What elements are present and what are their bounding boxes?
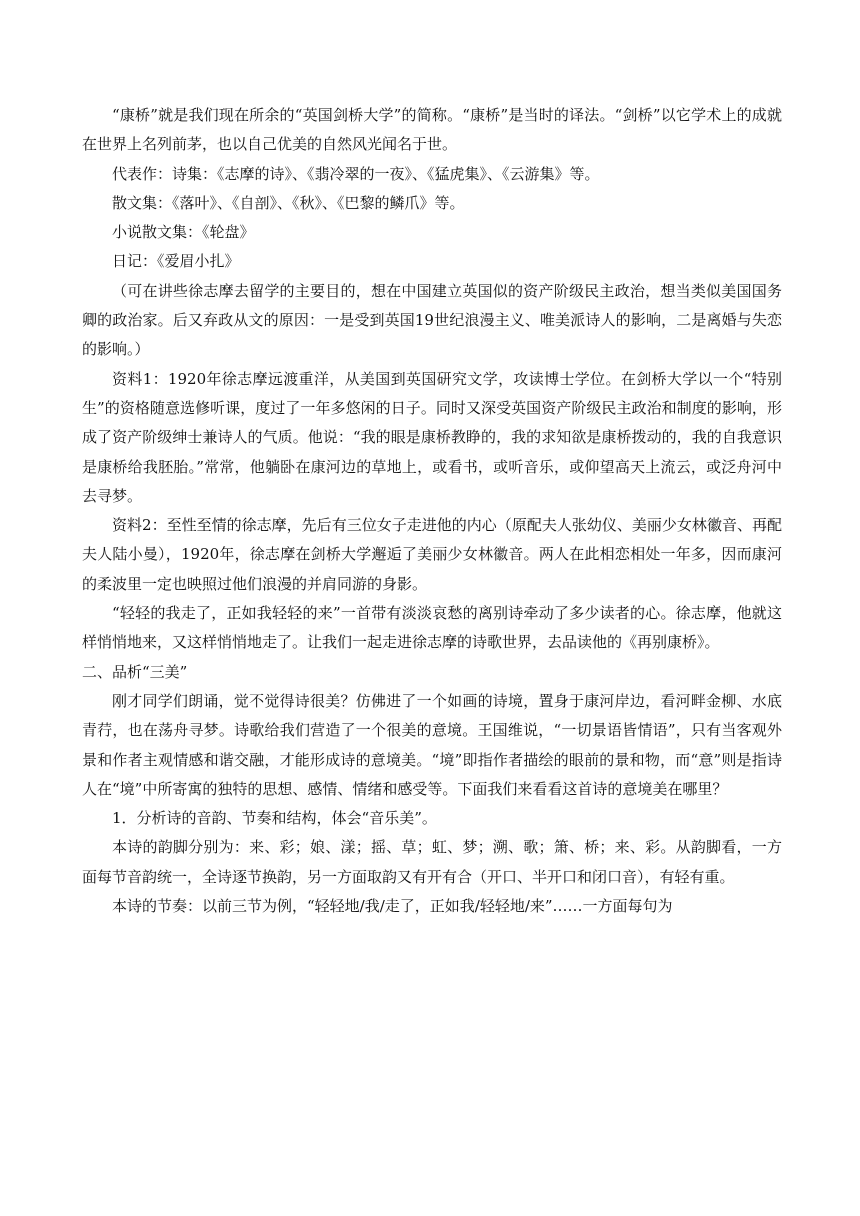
paragraph-artistic-conception: 刚才同学们朗诵，觉不觉得诗很美？仿佛进了一个如画的诗境，置身于康河岸边，看河畔金柳、水底青荇，也在荡舟寻梦。诗歌给我们营造了一个很美的意境。王国维说，“一切景语皆情语”，只有当客观外景和作者主观情感和谐交融，才能形成诗的意境美。“境”即指作者描绘的眼前的景和物，而“意”则是指诗人在“境”中所寄寓的独特的思想、感情、情绪和感受等。下面我们来看看这首诗的意境美在哪里？ [82,691,782,798]
paragraph-novel-essay-collection: 小说散文集：《轮盘》 [112,223,255,242]
paragraph-rhyme-analysis: 本诗的韵脚分别为：来、彩；娘、漾；摇、草；虹、梦；溯、歌；箫、桥；来、彩。从韵脚看，一方面每节音韵统一，全诗逐节换韵，另一方面取韵又有开有合（开口、半开口和闭口音），有轻有重。 [82,838,782,886]
document-page [82,101,782,921]
paragraph-diary: 日记：《爱眉小扎》 [112,252,240,271]
paragraph-material-2: 资料2：至性至情的徐志摩，先后有三位女子走进他的内心（原配夫人张幼仪、美丽少女林徽音、再配夫人陆小曼），1920年，徐志摩在剑桥大学邂逅了美丽少女林徽音。两人在此相恋相处一年多，因而康河的柔波里一定也映照过他们浪漫的并肩同游的身影。 [82,516,782,593]
paragraph-material-1: 资料1：1920年徐志摩远渡重洋，从美国到英国研究文学，攻读博士学位。在剑桥大学以一个“特别生”的资格随意选修听课，度过了一年多悠闲的日子。同时又深受英国资产阶级民主政治和制度的影响，形成了资产阶级绅士兼诗人的气质。他说：“我的眼是康桥教睁的，我的求知欲是康桥拨动的，我的自我意识是康桥给我胚胎。”常常，他躺卧在康河边的草地上，或看书，或听音乐，或仰望高天上流云，或泛舟河中去寻梦。 [82,369,782,505]
section-heading-three-beauties: 二、品析“三美” [82,662,188,681]
paragraph-music-beauty-task: 1．分析诗的音韵、节奏和结构，体会“音乐美”。 [112,809,437,828]
paragraph-poem-introduction: “轻轻的我走了，正如我轻轻的来”一首带有淡淡哀愁的离别诗牵动了多少读者的心。徐志摩，他就这样悄悄地来，又这样悄悄地走了。让我们一起走进徐志摩的诗歌世界，去品读他的《再别康桥》。 [82,604,782,652]
paragraph-rhythm-analysis: 本诗的节奏：以前三节为例，“轻轻地/我/走了，正如我/轻轻地/来”……一方面每句为 [112,897,673,916]
paragraph-representative-works: 代表作：诗集：《志摩的诗》、《翡冷翠的一夜》、《猛虎集》、《云游集》等。 [112,164,600,183]
paragraph-study-abroad-note: （可在讲些徐志摩去留学的主要目的，想在中国建立英国似的资产阶级民主政治，想当类似美国国务卿的政治家。后又弃政从文的原因：一是受到英国19世纪浪漫主义、唯美派诗人的影响，二是离婚与失恋的影响。） [82,281,782,359]
paragraph-kangqiao-intro: “康桥”就是我们现在所余的“英国剑桥大学”的简称。“康桥”是当时的译法。“剑桥”以它学术上的成就在世界上名列前茅，也以自己优美的自然风光闻名于世。 [82,106,782,154]
paragraph-essay-collections: 散文集：《落叶》、《自剖》、《秋》、《巴黎的鳞爪》等。 [112,193,465,212]
